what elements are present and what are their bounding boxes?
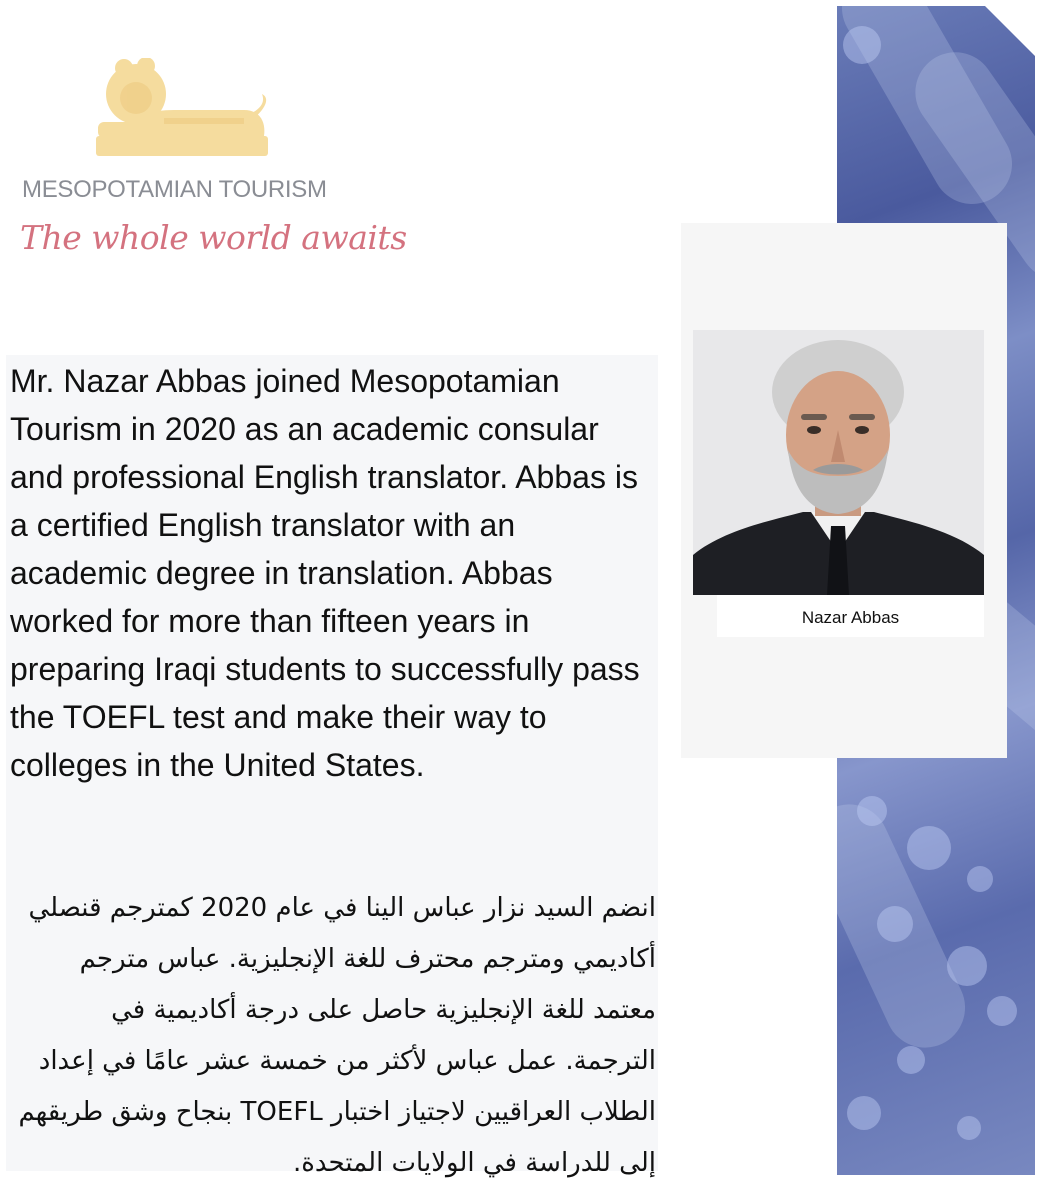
profile-photo bbox=[693, 330, 984, 595]
photo-caption-box bbox=[717, 595, 984, 637]
portrait-photo bbox=[693, 330, 984, 595]
bio-english-paragraph: Mr. Nazar Abbas joined Mesopotamian Tourism in 2020 as an academic consular and professional English translator. Abbas is a certified English translator with an academic degree in translation. Abbas worked for more than fifteen years in preparing Iraqi students to successfully pass the TOEFL test and make their way to colleges in the United States. bbox=[10, 363, 640, 783]
bio-arabic-paragraph: انضم السيد نزار عباس الينا في عام 2020 كمترجم قنصلي أكاديمي ومترجم محترف للغة الإنجليزية. عباس مترجم معتمد للغة الإنجليزية حاصل على درجة أكاديمية في الترجمة. عمل عباس لأكثر من خمسة عشر عامًا في إعداد الطلاب العراقيين لاجتياز اختبار TOEFL بنجاح وشق طريقهم إلى للدراسة في الولايات المتحدة. bbox=[18, 893, 656, 1178]
brand-logo bbox=[0, 0, 407, 290]
profile-photo-card bbox=[681, 223, 1007, 758]
brand-tagline: The whole world awaits bbox=[20, 218, 407, 257]
lion-statue-icon bbox=[94, 58, 270, 158]
brand-name: MESOPOTAMIAN TOURISM bbox=[22, 176, 327, 203]
bio-section bbox=[6, 355, 658, 1178]
photo-caption: Nazar Abbas bbox=[801, 608, 900, 627]
